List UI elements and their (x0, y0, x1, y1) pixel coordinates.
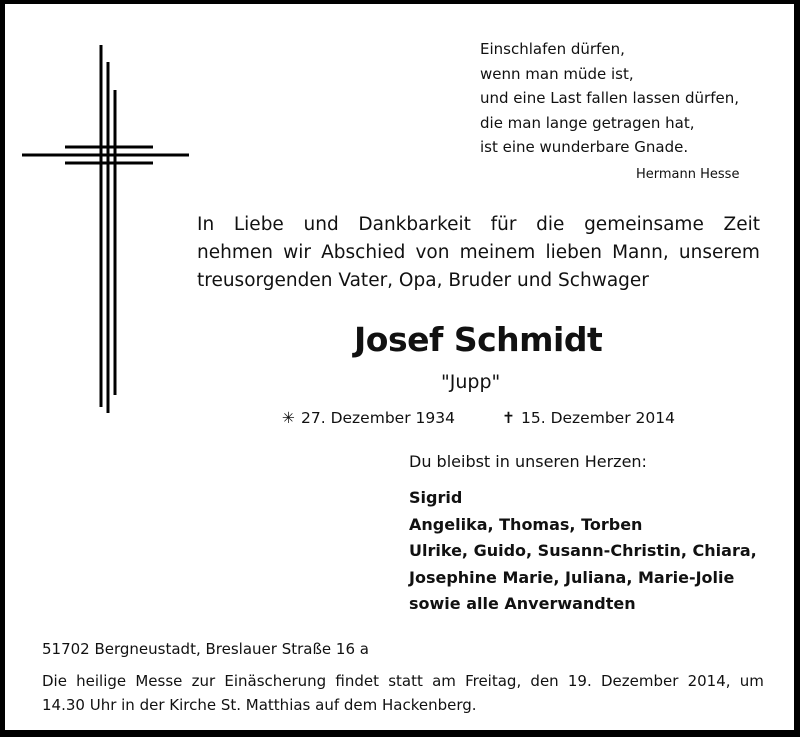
word: Abschied (321, 242, 406, 263)
deceased-nickname: "Jupp" (441, 371, 501, 393)
word: 19. (567, 672, 592, 690)
word: meinem (459, 242, 536, 263)
poem-line: und eine Last fallen lassen dürfen, (480, 89, 739, 107)
mourner-line: sowie alle Anverwandten (409, 594, 636, 613)
poem-line: ist eine wunderbare Gnade. (480, 138, 689, 156)
mass-notice (42, 669, 764, 717)
word: 2014, (687, 672, 731, 690)
word: Dezember (600, 672, 679, 690)
word: Mann, (612, 242, 669, 263)
cross-icon (0, 0, 200, 420)
word: die (536, 214, 565, 235)
intro-line-2 (197, 239, 760, 267)
birth-date (282, 409, 455, 427)
word: Freitag, (465, 672, 522, 690)
poem-line: die man lange getragen hat, (480, 113, 695, 132)
word: Dankbarkeit (358, 214, 471, 235)
word: Einäscherung (224, 672, 327, 690)
word: den (530, 672, 559, 690)
poem-line: Einschlafen dürfen, (480, 40, 625, 58)
mourner-line: Ulrike, Guido, Susann-Christin, Chiara, (409, 541, 757, 560)
word: lieben (545, 242, 602, 263)
word: gemeinsame (584, 214, 704, 235)
mourner-line: Sigrid (409, 488, 463, 507)
poem-author: Hermann Hesse (636, 167, 740, 182)
death-date (502, 409, 675, 427)
asterisk-icon: ✳ (282, 409, 295, 427)
word: für (490, 214, 517, 235)
mourner-line: Josephine Marie, Juliana, Marie-Jolie (409, 567, 735, 587)
poem-line: wenn man müde ist, (480, 64, 634, 83)
mourners-heading: Du bleibst in unseren Herzen: (409, 452, 647, 471)
word: heilige (76, 672, 127, 690)
small-cross-icon: ✝ (502, 409, 515, 427)
intro-line-1 (197, 211, 760, 239)
word: Zeit (723, 214, 760, 235)
death-date-text: 15. Dezember 2014 (521, 409, 675, 427)
mass-line-2: 14.30 Uhr in der Kirche St. Matthias auf dem Hackenberg. (42, 696, 477, 714)
word: von (415, 242, 450, 263)
word: um (739, 672, 764, 690)
word: zur (191, 672, 216, 690)
deceased-name: Josef Schmidt (354, 320, 603, 359)
word: nehmen (197, 242, 273, 263)
intro-text (197, 211, 760, 295)
word: statt (388, 672, 423, 690)
word: Die (42, 672, 67, 690)
mourners-list (409, 485, 757, 618)
word: unserem (678, 242, 760, 263)
word: Liebe (233, 214, 284, 235)
poem (480, 37, 739, 160)
intro-line-3: treusorgenden Vater, Opa, Bruder und Schwager (197, 270, 649, 291)
birth-date-text: 27. Dezember 1934 (301, 409, 455, 427)
word: In (197, 214, 215, 235)
word: am (432, 672, 456, 690)
mass-line-1 (42, 669, 764, 693)
word: und (303, 214, 339, 235)
address: 51702 Bergneustadt, Breslauer Straße 16 a (42, 640, 369, 658)
word: findet (335, 672, 379, 690)
word: Messe (135, 672, 183, 690)
word: wir (283, 242, 311, 263)
mourner-line: Angelika, Thomas, Torben (409, 514, 643, 534)
